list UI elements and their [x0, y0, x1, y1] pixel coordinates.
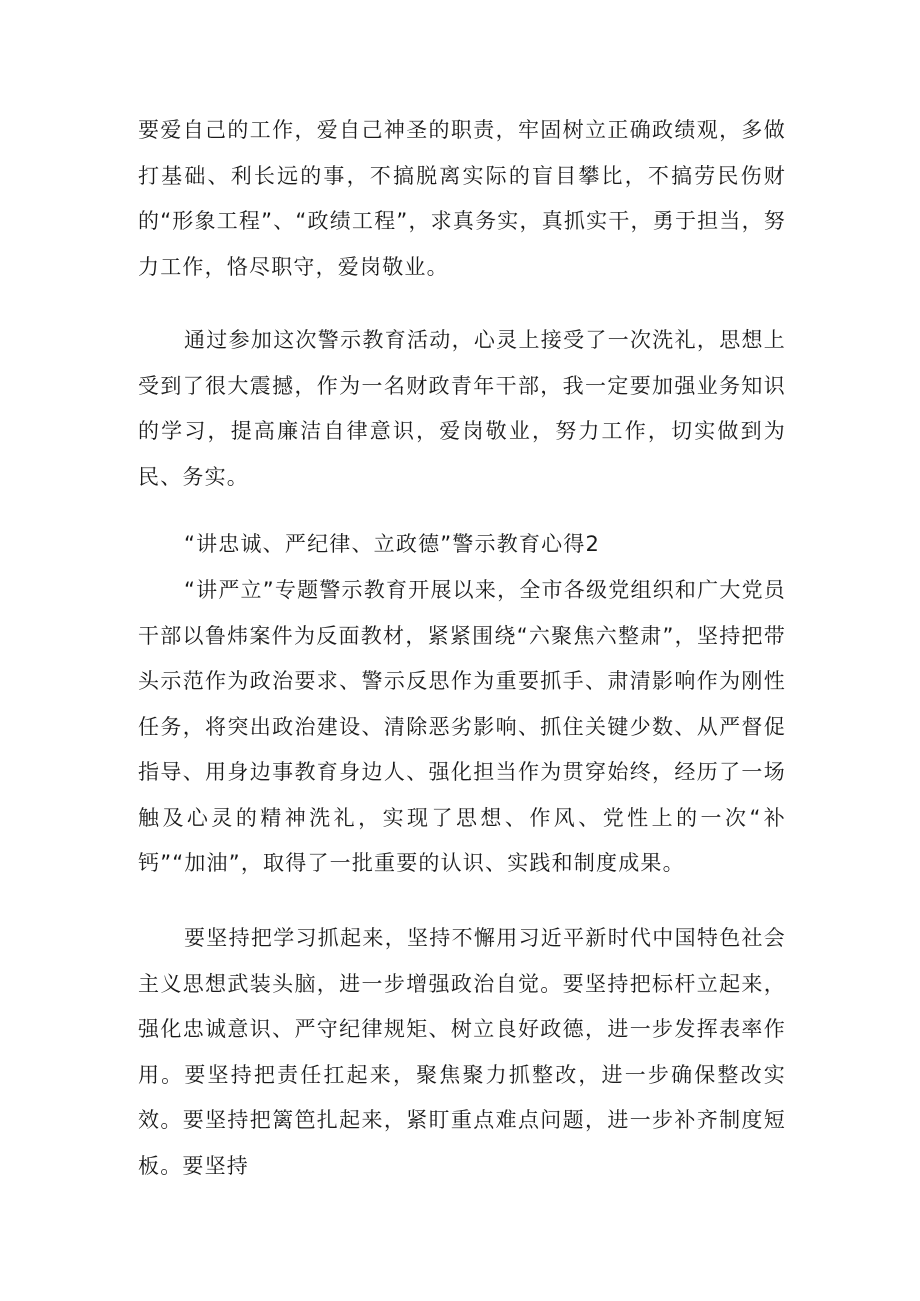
section-heading: “讲忠诚、严纪律、立政德”警示教育心得2	[184, 532, 601, 556]
paragraph-2: 通过参加这次警示教育活动，心灵上接受了一次洗礼，思想上受到了很大震撼，作为一名财政青年干部，我一定要加强业务知识的学习，提高廉洁自律意识，爱岗敬业，努力工作，切实做到为民、务实。	[138, 328, 786, 489]
paragraph-4: 要坚持把学习抓起来，坚持不懈用习近平新时代中国特色社会主义思想武装头脑，进一步增强政治自觉。要坚持把标杆立起来，强化忠诚意识、严守纪律规矩、树立良好政德，进一步发挥表率作用。要坚持把责任扛起来，聚焦聚力抓整改，进一步确保整改实效。要坚持把篱笆扎起来，紧盯重点难点问题，进一步补齐制度短板。要坚持	[138, 926, 786, 1178]
paragraph-3: “讲严立”专题警示教育开展以来，全市各级党组织和广大党员干部以鲁炜案件为反面教材，紧紧围绕“六聚焦六整肃”，坚持把带头示范作为政治要求、警示反思作为重要抓手、肃清影响作为刚性任务，将突出政治建设、清除恶劣影响、抓住关键少数、从严督促指导、用身边事教育身边人、强化担当作为贯穿始终，经历了一场触及心灵的精神洗礼，实现了思想、作风、党性上的一次“补钙”“加油”，取得了一批重要的认识、实践和制度成果。	[138, 578, 786, 875]
paragraph-1: 要爱自己的工作，爱自己神圣的职责，牢固树立正确政绩观，多做打基础、利长远的事，不搞脱离实际的盲目攀比，不搞劳民伤财的“形象工程”、“政绩工程”，求真务实，真抓实干，勇于担当，努力工作，恪尽职守，爱岗敬业。	[138, 118, 786, 279]
